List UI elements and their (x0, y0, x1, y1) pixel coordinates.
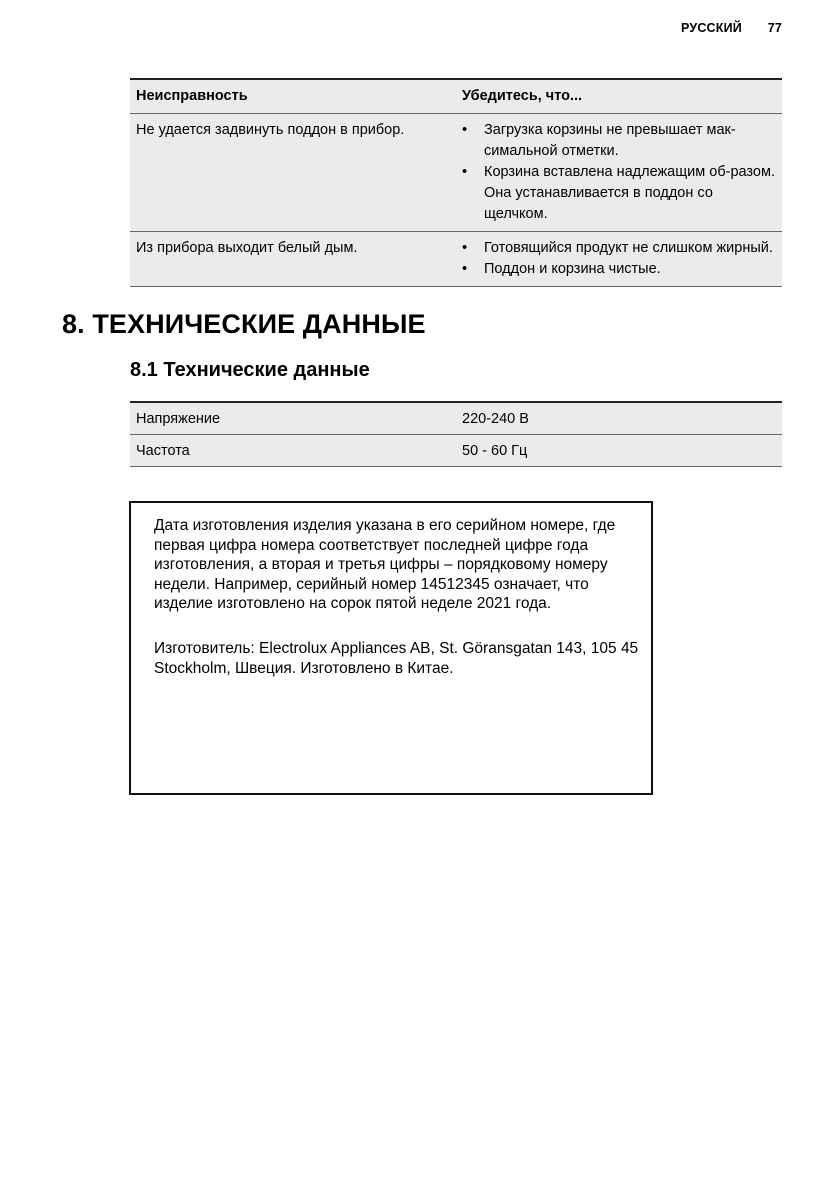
checks-cell (456, 114, 782, 232)
spec-value: 220-240 В (456, 402, 782, 435)
manufacturer-note: Изготовитель: Electrolux Appliances AB, St. Göransgatan 143, 105 45 Stockholm, Швеция. Изготовлено в Китае. (154, 640, 639, 677)
column-header-check: Убедитесь, что... (456, 79, 782, 114)
subsection-title: 8.1 Технические данные (130, 359, 370, 381)
checks-list (462, 120, 776, 225)
table-header-row (130, 79, 782, 114)
header-language: РУССКИЙ (680, 21, 742, 35)
troubleshooting-table (130, 78, 782, 287)
spec-label: Напряжение (130, 402, 456, 435)
page-header (681, 21, 782, 35)
spec-label: Частота (130, 435, 456, 467)
table-row (130, 402, 782, 435)
table-row (130, 114, 782, 232)
technical-data-table (130, 401, 782, 467)
table-row (130, 232, 782, 287)
page-number: 77 (767, 21, 782, 35)
list-item: • Поддон и корзина чистые. (462, 259, 776, 280)
checks-list (462, 238, 776, 280)
list-item: • Готовящийся продукт не слишком жирный. (462, 238, 776, 259)
checks-cell (456, 232, 782, 287)
table-row (130, 435, 782, 467)
column-header-problem: Неисправность (130, 79, 456, 114)
problem-cell: Из прибора выходит белый дым. (130, 232, 456, 287)
problem-cell: Не удается задвинуть поддон в прибор. (130, 114, 456, 232)
spec-value: 50 - 60 Гц (456, 435, 782, 467)
list-item: • Загрузка корзины не превышает мак-симальной отметки. (462, 120, 776, 162)
section-title: 8. ТЕХНИЧЕСКИЕ ДАННЫЕ (62, 309, 426, 339)
list-item: • Корзина вставлена надлежащим об-разом. Она устанавливается в поддон со щелчком. (462, 162, 776, 225)
manufacturing-info-box (129, 501, 653, 795)
manufacturing-date-note: Дата изготовления изделия указана в его серийном номере, где первая цифра номера соответствует последней цифре года изготовления, а вторая и третья цифры – порядковому номеру недели. Например, серийный номер 14512345 означает, что изделие изготовлено на сорок пятой неделе 2021 года. (154, 517, 616, 612)
